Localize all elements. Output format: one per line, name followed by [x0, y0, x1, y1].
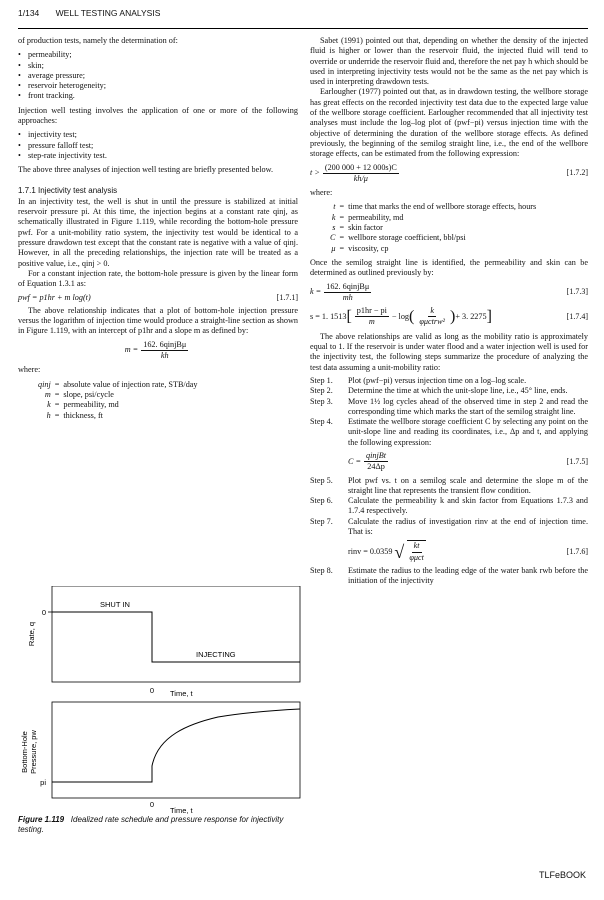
list-item: • reservoir heterogeneity;	[18, 81, 298, 91]
step-8	[310, 566, 588, 587]
pressure-axis-label-1: Bottom-Hole	[20, 731, 29, 773]
eq-1-7-6-denominator: φμct	[409, 552, 424, 562]
definition-row	[328, 213, 538, 223]
definition-sym: m	[44, 389, 51, 399]
pressure-axis-label-2: Pressure, pw	[29, 730, 38, 774]
definition-desc: permeability, md	[63, 400, 119, 410]
step-text: Calculate the radius of investigation rinv at the end of injection time. That is:	[348, 516, 588, 537]
definition-eq: =	[339, 202, 345, 212]
definition-eq: =	[339, 243, 345, 253]
step-label: Step 3.	[310, 396, 333, 406]
eq-1-7-2-numerator: (200 000 + 12 000s)C	[323, 163, 399, 174]
definition-row	[36, 380, 200, 390]
figure-svg	[18, 586, 302, 816]
eq-1-7-3-numerator: 162. 6qinjBμ	[324, 282, 371, 293]
definition-row	[328, 244, 538, 254]
list-item: • permeability;	[18, 50, 298, 60]
eq-1-7-5-numerator: qinjBt	[364, 451, 388, 462]
eq-1-7-2-fraction	[323, 163, 399, 185]
eq-1-7-4-denominator: m	[368, 317, 375, 327]
equation-1-7-6: rinv = 0.0359 √ $\frac{kt}{\text{φμct}}$ [1.7.6]	[348, 541, 588, 562]
eq-1-7-6-number: [1.7.6]	[566, 546, 588, 556]
list-item: • injectivity test;	[18, 130, 298, 140]
eq-1-7-1-body: pwf = p1hr + m log(t)	[18, 292, 91, 302]
eq-1-7-5-denominator: 24Δp	[367, 462, 385, 472]
step-label: Step 2.	[310, 386, 333, 396]
step-text: Plot pwf vs. t on a semilog scale and determine the slope m of the straight line that represents the transient flow condition.	[348, 475, 588, 495]
running-header	[18, 8, 588, 22]
top-time-zero: 0	[149, 686, 155, 695]
equation-slope	[18, 340, 298, 362]
step-8-label: Step 8.	[310, 565, 333, 575]
equation-1-7-3	[310, 282, 588, 304]
definition-desc: permeability, md	[348, 212, 404, 222]
header-rule	[18, 28, 588, 29]
figure-caption	[18, 815, 298, 835]
definition-eq: =	[54, 389, 60, 399]
where-label-right: where:	[310, 188, 333, 198]
definition-row	[36, 411, 200, 421]
definition-row	[328, 223, 538, 233]
list-item: • average pressure;	[18, 71, 298, 81]
pressure-panel-frame	[52, 702, 300, 798]
definition-eq: =	[339, 233, 345, 243]
definition-row	[36, 400, 200, 410]
list-item: • pressure falloff test;	[18, 141, 298, 151]
step-text: Calculate the permeability k and skin factor from Equations 1.7.3 and 1.7.4 respectively.	[348, 496, 588, 516]
definition-desc: wellbore storage coefficient, bbl/psi	[348, 233, 466, 243]
step-label: Step 1.	[310, 375, 333, 385]
definition-sym: k	[331, 212, 336, 222]
injecting-label: INJECTING	[196, 650, 236, 659]
approaches-list	[18, 130, 298, 161]
definition-desc: skin factor	[348, 223, 383, 233]
rate-schedule-line	[52, 612, 300, 662]
intro-text: of production tests, namely the determination of:	[18, 36, 178, 45]
list-item: • skin;	[18, 61, 298, 71]
eq-1-7-4-log-numerator: k	[428, 306, 436, 317]
definition-eq: =	[54, 410, 60, 420]
eq-1-7-3-lhs: k =	[310, 287, 322, 297]
equation-1-7-4: s = 1. 1513 [ $\frac{p1hr - pi}{m}$ − log ( $\frac{k}{\text{φμctrw²}}$ ) + 3. 2275 ] [1.7.4]	[310, 306, 588, 327]
definition-desc: viscosity, cp	[348, 243, 389, 253]
definition-eq: =	[54, 379, 60, 389]
eq-1-7-4-log: − log	[391, 311, 410, 321]
definition-desc: absolute value of injection rate, STB/day	[63, 379, 198, 389]
step-text: Estimate the wellbore storage coefficient C by selecting any point on the unit-slope line and reading its coordinates, i.e., Δp and t, and applying the following expression:	[348, 417, 588, 447]
footer-watermark: TLFeBOOK	[538, 870, 586, 880]
definition-sym: C	[330, 233, 336, 243]
shut-in-label: SHUT IN	[100, 600, 130, 609]
earlougher-paragraph: Earlougher (1977) pointed out that, as in drawdown testing, the wellbore storage has great effects on the recorded injectivity test data due to the expected large value of the wellbore storage coefficient. Earlougher recommended that all injectivity test analyses must include the log–log plot of (pwf−pi) versus injection time with the objective of determining the duration of the wellbore storage effects. As defined previously, the beginning of the semilog straight line, i.e., the end of the wellbore storage effects, can be estimated from the following expression:	[310, 87, 588, 159]
equation-1-7-1	[18, 293, 298, 303]
definition-row	[328, 233, 538, 243]
rate-axis-label: Rate, q	[27, 621, 36, 647]
caption-text: Idealized rate schedule and pressure response for injectivity testing.	[18, 815, 284, 834]
eq-1-7-6-lhs: rinv = 0.0359	[348, 546, 393, 556]
eq-1-7-2-lhs: t >	[310, 168, 320, 178]
step-label: Step 6.	[310, 496, 333, 506]
injectivity-paragraph: In an injectivity test, the well is shut in until the pressure is stabilized at initial reservoir pressure pi. At this time, the injection begins at a constant rate qinj, as schematically illustrated in Figure 1.119, while recording the bottom-hole pressure pwf. For a unit-mobility ratio system, the injectivity test would be identical to a pressure drawdown test except that the constant rate is negative with a value of qinj. However, in all the preceding relationships, the injection rate will be treated as a positive value, i.e., qinj > 0.	[18, 196, 298, 268]
procedure-steps-1	[310, 376, 588, 448]
definition-sym: t	[333, 202, 336, 212]
eq-1-7-2-number: [1.7.2]	[566, 168, 588, 178]
eq-m-lhs: m =	[124, 345, 139, 355]
procedure-step	[310, 397, 588, 418]
step-text: Move 1½ log cycles ahead of the observed time in step 2 and read the corresponding time which marks the start of the semilog straight line.	[348, 396, 588, 416]
summary-text: The above three analyses of injection well testing are briefly presented below.	[18, 165, 274, 175]
definition-sym: s	[332, 223, 336, 233]
eq-1-7-4-fraction	[355, 306, 389, 328]
eq-1-7-4-log-denominator: φμctrw²	[419, 317, 446, 327]
eq-1-7-3-fraction	[324, 282, 371, 304]
step-text: Determine the time at which the unit-slope line, i.e., 45° line, ends.	[348, 386, 568, 396]
eq-1-7-4-number: [1.7.4]	[566, 311, 588, 321]
top-time-axis-label: Time, t	[170, 689, 193, 698]
eq-1-7-3-number: [1.7.3]	[566, 287, 588, 297]
eq-1-7-4-log-fraction	[417, 306, 447, 328]
list-item: • front tracking.	[18, 91, 298, 101]
section-heading: 1.7.1 Injectivity test analysis	[18, 185, 118, 195]
eq-1-7-3-denominator: mh	[342, 292, 353, 302]
sabet-paragraph: Sabet (1991) pointed out that, depending on whether the density of the injected fluid is higher or lower than the reservoir fluid, the injected fluid will tend to override or underride the reservoir fluid and, therefore the net pay h which should be used in interpreting injectivity tests would not be the same as the net pay which is used in interpreting drawdown tests.	[310, 36, 588, 87]
procedure-step	[310, 496, 588, 517]
equation-1-7-5	[310, 451, 588, 473]
eq-1-7-1-number: [1.7.1]	[276, 292, 298, 302]
right-column	[310, 36, 588, 587]
validity-paragraph: The above relationships are valid as long as the mobility ratio is approximately equal to 1. If the reservoir is under water flood and a water injection well is used for the injectivity test, the following steps summarize the procedure of analyzing the test data assuming a unit-mobility ratio:	[310, 331, 588, 372]
definition-row	[328, 202, 538, 212]
definition-desc: time that marks the end of wellbore storage effects, hours	[348, 202, 537, 212]
bottom-time-zero: 0	[149, 800, 155, 809]
objectives-list	[18, 50, 298, 101]
eq-1-7-5-lhs: C =	[348, 456, 362, 466]
left-column	[18, 36, 298, 425]
eq-1-7-2-denominator: kh/μ	[353, 173, 368, 183]
eq-1-7-4-numerator: p1hr − pi	[355, 306, 389, 317]
definition-row	[36, 390, 200, 400]
definition-eq: =	[339, 212, 345, 222]
step-label: Step 5.	[310, 475, 333, 485]
relationship-paragraph: The above relationship indicates that a plot of bottom-hole injection pressure versus the logarithm of injection time would produce a straight-line section as shown in Figure 1.119, with an intercept of p1hr and a slope m as defined by:	[18, 305, 298, 336]
step-text: Plot (pwf−pi) versus injection time on a log–log scale.	[348, 375, 527, 385]
caption-label: Figure 1.119	[18, 815, 65, 824]
definition-sym: μ	[331, 243, 336, 253]
page-number: 1/134	[18, 8, 40, 18]
pressure-response-curve	[52, 709, 300, 782]
procedure-steps-2	[310, 476, 588, 538]
eq-1-7-4-tail: + 3. 2275	[455, 311, 487, 321]
definition-desc: slope, psi/cycle	[63, 389, 114, 399]
definition-sym: qinj	[38, 379, 51, 389]
step-8-text: Estimate the radius to the leading edge of the water bank rwb before the initiation of the injectivity	[348, 565, 588, 586]
definition-sym: h	[46, 410, 51, 420]
eq-m-numerator: 162. 6qinjBμ	[141, 340, 188, 351]
right-definitions	[328, 202, 538, 253]
procedure-step	[310, 386, 588, 396]
where-label-left: where:	[18, 365, 41, 375]
running-title: WELL TESTING ANALYSIS	[55, 8, 161, 18]
procedure-step	[310, 517, 588, 538]
constant-rate-paragraph: For a constant injection rate, the bottom-hole pressure is given by the linear form of Equation 1.3.1 as:	[18, 268, 298, 289]
list-item: • step-rate injectivity test.	[18, 151, 298, 161]
equation-1-7-2	[310, 163, 588, 185]
pi-label: pi	[40, 778, 46, 787]
definition-sym: k	[47, 400, 51, 410]
bottom-time-axis-label: Time, t	[170, 806, 193, 815]
procedure-step	[310, 376, 588, 386]
step-label: Step 4.	[310, 417, 333, 427]
step-label: Step 7.	[310, 516, 333, 526]
eq-1-7-4-lhs: s = 1. 1513	[310, 311, 347, 321]
left-definitions	[36, 380, 200, 421]
eq-1-7-5-fraction	[364, 451, 388, 473]
rate-zero-label: 0	[41, 608, 46, 617]
eq-m-denominator: kh	[160, 351, 169, 361]
figure-1-119	[18, 586, 302, 836]
eq-m-fraction	[141, 340, 188, 362]
definition-eq: =	[54, 400, 60, 410]
procedure-step	[310, 476, 588, 497]
semilog-paragraph: Once the semilog straight line is identified, the permeability and skin can be determined as outlined previously by:	[310, 257, 588, 278]
eq-1-7-5-number: [1.7.5]	[566, 456, 588, 466]
definition-desc: thickness, ft	[63, 410, 103, 420]
eq-1-7-6-numerator: kt	[412, 541, 422, 552]
eq-1-7-6-fraction	[407, 540, 426, 563]
rate-panel-frame	[52, 586, 300, 682]
procedure-step	[310, 417, 588, 448]
definition-eq: =	[339, 223, 345, 233]
approaches-text: Injection well testing involves the application of one or more of the following approaches:	[18, 105, 298, 126]
